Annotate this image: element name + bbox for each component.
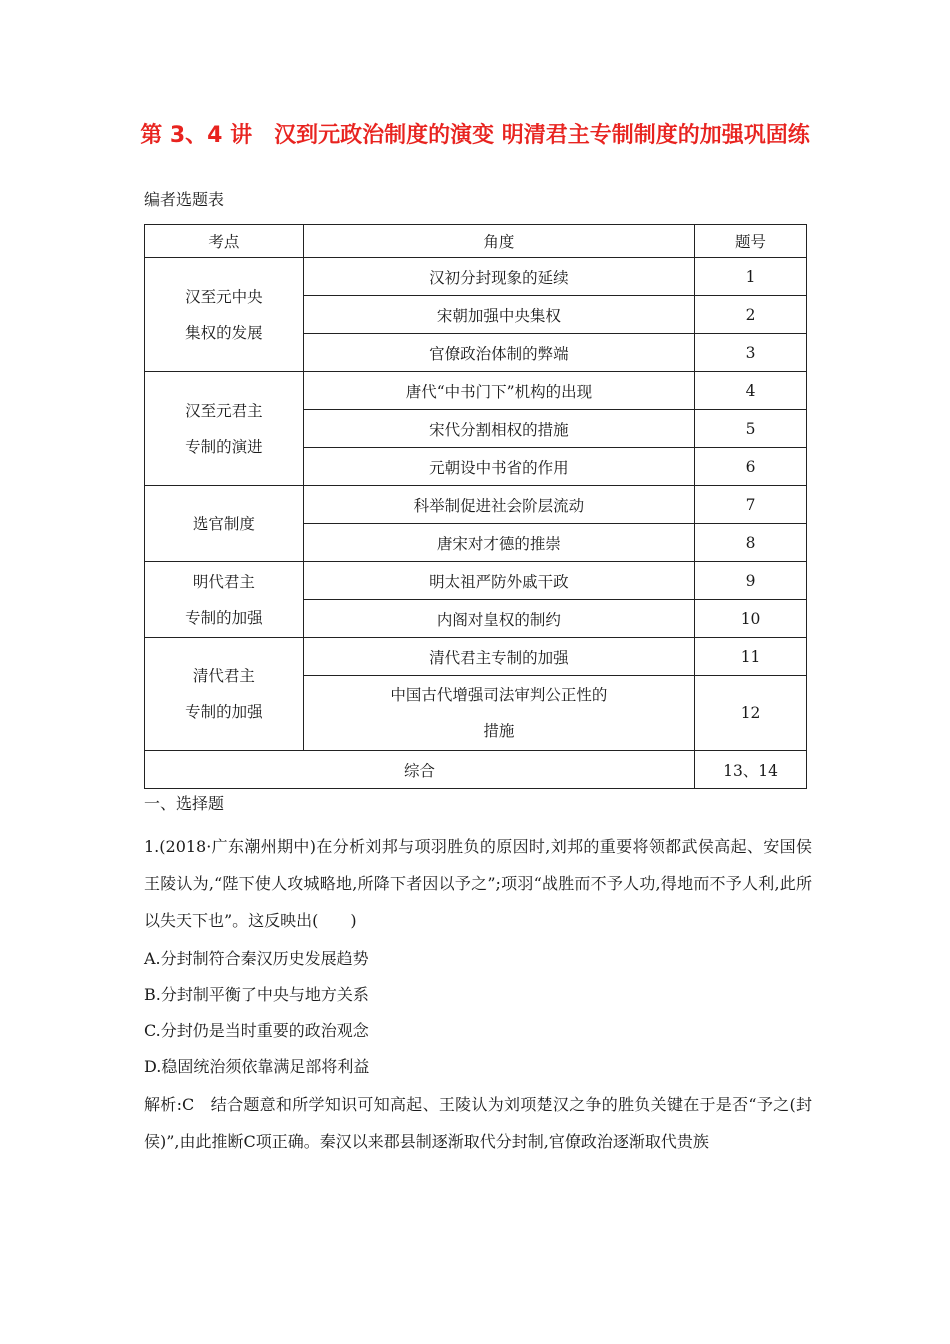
header-angle: 角度 xyxy=(303,225,694,258)
number-cell: 12 xyxy=(695,676,807,751)
number-cell: 10 xyxy=(695,600,807,638)
summary-label: 综合 xyxy=(145,751,695,789)
angle-cell: 宋代分割相权的措施 xyxy=(303,410,694,448)
header-number: 题号 xyxy=(695,225,807,258)
topic-cell: 选官制度 xyxy=(145,486,304,562)
angle-cell: 明太祖严防外戚干政 xyxy=(303,562,694,600)
number-cell: 8 xyxy=(695,524,807,562)
angle-cell: 内阁对皇权的制约 xyxy=(303,600,694,638)
table-caption: 编者选题表 xyxy=(144,190,225,209)
summary-row xyxy=(145,751,807,789)
page-title: 第 3、4 讲 汉到元政治制度的演变 明清君主专制制度的加强巩固练 xyxy=(140,123,810,148)
number-cell: 9 xyxy=(695,562,807,600)
angle-cell: 元朝设中书省的作用 xyxy=(303,448,694,486)
topic-cell: 明代君主 专制的加强 xyxy=(145,562,304,638)
option-c: C.分封仍是当时重要的政治观念 xyxy=(144,1021,369,1040)
analysis-text: 解析:C 结合题意和所学知识可知高起、王陵认为刘项楚汉之争的胜负关键在于是否“予之(封侯)”,由此推断C项正确。秦汉以来郡县制逐渐取代分封制,官僚政治逐渐取代贵族 xyxy=(144,1095,812,1151)
table-header-row xyxy=(145,225,807,258)
table-row xyxy=(145,372,807,410)
table-row xyxy=(145,258,807,296)
table-row xyxy=(145,562,807,600)
option-d: D.稳固统治须依靠满足部将利益 xyxy=(144,1057,370,1076)
angle-cell: 宋朝加强中央集权 xyxy=(303,296,694,334)
angle-cell: 中国古代增强司法审判公正性的 措施 xyxy=(303,676,694,751)
angle-cell: 清代君主专制的加强 xyxy=(303,638,694,676)
number-cell: 1 xyxy=(695,258,807,296)
angle-cell: 唐宋对才德的推崇 xyxy=(303,524,694,562)
table-row xyxy=(145,638,807,676)
number-cell: 6 xyxy=(695,448,807,486)
number-cell: 2 xyxy=(695,296,807,334)
number-cell: 11 xyxy=(695,638,807,676)
number-cell: 7 xyxy=(695,486,807,524)
topic-cell: 汉至元中央 集权的发展 xyxy=(145,258,304,372)
topic-cell: 汉至元君主 专制的演进 xyxy=(145,372,304,486)
angle-cell: 官僚政治体制的弊端 xyxy=(303,334,694,372)
number-cell: 4 xyxy=(695,372,807,410)
angle-cell: 唐代“中书门下”机构的出现 xyxy=(303,372,694,410)
table-row xyxy=(145,486,807,524)
section-title: 一、选择题 xyxy=(144,794,225,813)
option-b: B.分封制平衡了中央与地方关系 xyxy=(144,985,369,1004)
angle-cell: 科举制促进社会阶层流动 xyxy=(303,486,694,524)
topic-selection-table xyxy=(144,224,807,789)
number-cell: 5 xyxy=(695,410,807,448)
angle-cell: 汉初分封现象的延续 xyxy=(303,258,694,296)
header-topic: 考点 xyxy=(145,225,304,258)
question-stem: 1.(2018·广东潮州期中)在分析刘邦与项羽胜负的原因时,刘邦的重要将领都武侯高起、安国侯王陵认为,“陛下使人攻城略地,所降下者因以予之”;项羽“战胜而不予人功,得地而不予人利,此所以失天下也”。这反映出( ) xyxy=(144,837,812,930)
topic-cell: 清代君主 专制的加强 xyxy=(145,638,304,751)
summary-number: 13、14 xyxy=(695,751,807,789)
number-cell: 3 xyxy=(695,334,807,372)
option-a: A.分封制符合秦汉历史发展趋势 xyxy=(144,949,369,968)
